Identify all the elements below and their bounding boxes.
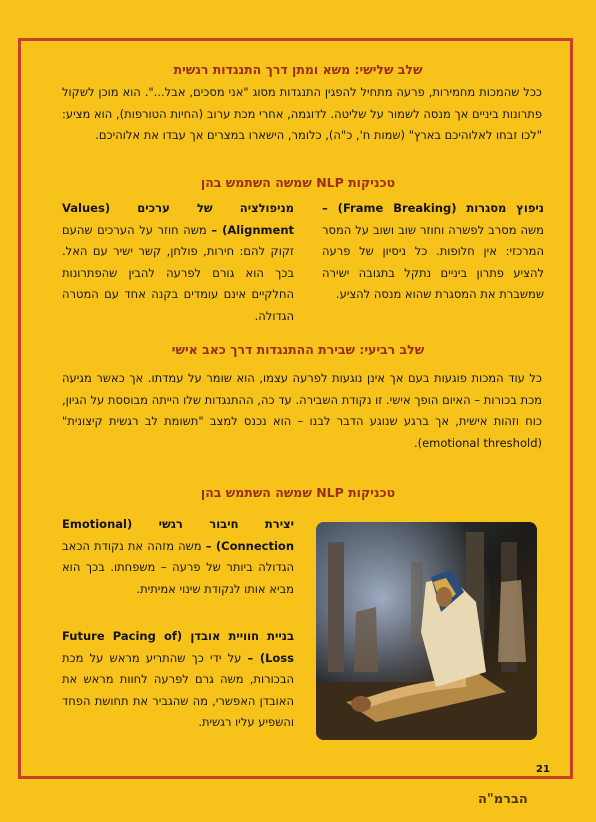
nlp1-left-column — [62, 198, 294, 327]
frame-breaking-body: משה מסרב לפשרה וחוזר שוב ושוב על המסר המרכזי: אין חלופות. כל ניסיון של פרעה להציע פתרון ביניים נתקל בתגובה ישירה שמשברת את המסגרת שהוא מנסה להציע. — [322, 222, 544, 301]
values-alignment-body: משה חוזר על הערכים שהעם זקוק להם: חירות, פולחן, קשר ישיר עם האל. בכך הוא גורם לפרעה להבין שהפתרונות החלקיים אינם עומדים בקנה אחד עם המטרה הגדולה. — [62, 222, 294, 323]
section4-heading: שלב רביעי: שבירת ההתנגדות דרך כאב אישי — [171, 342, 425, 357]
emotional-connection-body: משה מזהה את נקודת הכאב הגדולה ביותר של פרעה – משפחתו. בכך הוא מביא אותו לנקודת שינוי אמיתית. — [62, 538, 294, 596]
future-pacing-item — [62, 626, 294, 734]
frame-breaking-title: ניפוץ מסגרות (Frame Breaking) – — [322, 201, 545, 215]
pharaoh-mourning-image — [316, 522, 537, 740]
future-pacing-body: על ידי כך שהתריע מראש על מכת הבכורות, משה גרם לפרעה לחוות מראש את האובדן האפשרי, מה שהגביר את תחושת הפחד והשפיע עליו רגשית. — [62, 650, 294, 729]
future-pacing-title: בניית חוויית אובדן (Future Pacing of Loss) – — [62, 629, 294, 665]
nlp2-heading: טכניקות NLP שמשה השתמש בהן — [200, 485, 396, 500]
page-number: 21 — [536, 764, 550, 775]
section4-body: כל עוד המכות פוגעות בעם אך אינן נוגעות לפרעה עצמו, הוא שומר על עמדתו. אך כאשר מגיעה מכת בכורות – האיום הופך אישי. זו נקודת השבירה. עד כה, ההתנגדות שלו הייתה מבוססת על הגיון, כוח וזהות אישית, אך ברגע שנוגע הדבר לבנו – הוא נכנס למצב "תשומת לב רגשית קיצונית" (emotional threshold). — [62, 371, 542, 450]
emotional-connection-title: יצירת חיבור רגשי (Emotional Connection) – — [62, 517, 295, 553]
section3-body: ככל שהמכות מחמירות, פרעה מתחיל להפגין התנגדות מסוג "אני מסכים, אבל...". הוא מוכן לשקול פתרונות ביניים אך מנסה לשמור על שליטה. לדוגמה, אחרי מכת ערוב (החיות הטורפות), הוא מציע: "לכו זבחו לאלוהיכם בארץ" (שמות ח', כ"ה), כלומר, הישארו במצרים אך עבדו את אלוהיכם. — [62, 85, 542, 142]
nlp1-heading: טכניקות NLP שמשה השתמש בהן — [200, 175, 396, 190]
values-alignment-title: מניפולציה של ערכים (Values Alignment) – — [62, 201, 294, 237]
nlp1-right-column — [322, 198, 544, 306]
section3-heading: שלב שלישי: משא ומתן דרך התנגדות רגשית — [173, 62, 423, 77]
footer-brand: הברמ"ה — [478, 792, 528, 807]
emotional-connection-item — [62, 514, 294, 600]
